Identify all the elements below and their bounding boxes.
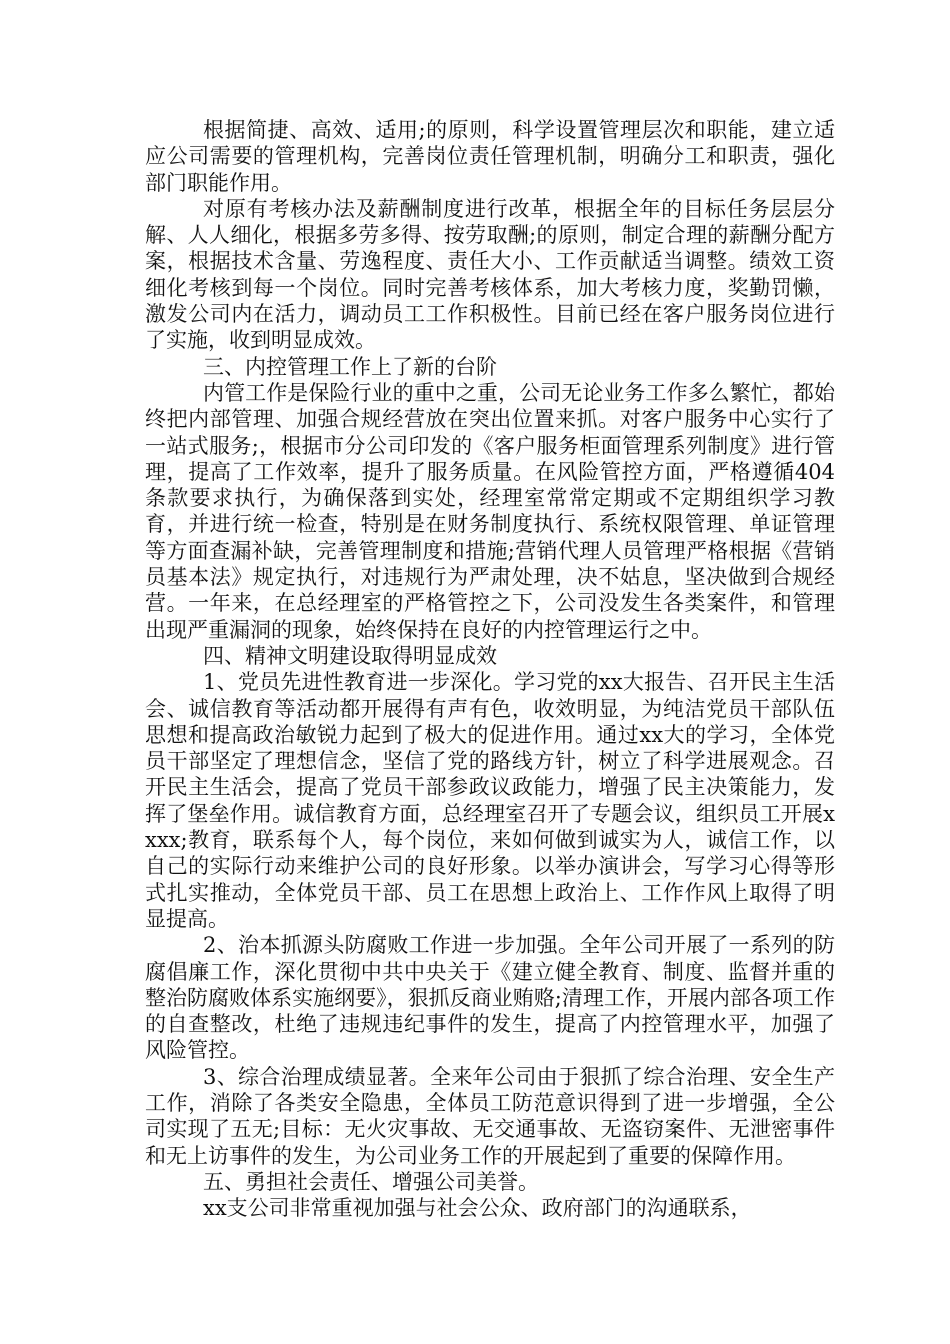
- section-heading-social-responsibility: 五、勇担社会责任、增强公司美誉。: [203, 1169, 539, 1194]
- document-body: [145, 117, 835, 1221]
- paragraph-public-relations: xx支公司非常重视加强与社会公众、政府部门的沟通联系，: [203, 1196, 752, 1221]
- section-heading-civilization: 四、精神文明建设取得明显成效: [203, 643, 497, 668]
- paragraph-anti-corruption: 2、治本抓源头防腐败工作进一步加强。全年公司开展了一系列的防腐倡廉工作，深化贯彻中共中央关于《建立健全教育、制度、监督并重的整治防腐败体系实施纲要》，狠抓反商业贿赂;清理工作，开展内部各项工作的自查整改，杜绝了违规违纪事件的发生，提高了内控管理水平，加强了风险管控。: [145, 933, 835, 1063]
- paragraph-comprehensive-governance: 3、综合治理成绩显著。全来年公司由于狠抓了综合治理、安全生产工作，消除了各类安全隐患，全体员工防范意识得到了进一步增强，全公司实现了五无;目标：无火灾事故、无交通事故、无盗窃案件、无泄密事件和无上访事件的发生，为公司业务工作的开展起到了重要的保障作用。: [145, 1064, 835, 1168]
- paragraph-salary-reform: 对原有考核办法及薪酬制度进行改革，根据全年的目标任务层层分解、人人细化，根据多劳多得、按劳取酬;的原则，制定合理的薪酬分配方案，根据技术含量、劳逸程度、责任大小、工作贡献适当调整。绩效工资细化考核到每一个岗位。同时完善考核体系，加大考核力度，奖勤罚懒，激发公司内在活力，调动员工工作积极性。目前已经在客户服务岗位进行了实施，收到明显成效。: [145, 196, 835, 353]
- paragraph-management-structure: 根据简捷、高效、适用;的原则，科学设置管理层次和职能，建立适应公司需要的管理机构，完善岗位责任管理机制，明确分工和职责，强化部门职能作用。: [145, 118, 835, 195]
- section-heading-internal-control: 三、内控管理工作上了新的台阶: [203, 354, 497, 379]
- paragraph-party-education: 1、党员先进性教育进一步深化。学习党的xx大报告、召开民主生活会、诚信教育等活动都开展得有声有色，收效明显，为纯洁党员干部队伍思想和提高政治敏锐力起到了极大的促进作用。通过xx大的学习，全体党员干部坚定了理想信念，坚信了党的路线方针，树立了科学进展观念。召开民主生活会，提高了党员干部参政议政能力，增强了民主决策能力，发挥了堡垒作用。诚信教育方面，总经理室召开了专题会议，组织员工开展xxxx;教育，联系每个人，每个岗位，来如何做到诚实为人，诚信工作，以自己的实际行动来维护公司的良好形象。以举办演讲会，写学习心得等形式扎实推动，全体党员干部、员工在思想上政治上、工作作风上取得了明显提高。: [145, 670, 835, 931]
- paragraph-internal-control: 内管工作是保险行业的重中之重，公司无论业务工作多么繁忙，都始终把内部管理、加强合规经营放在突出位置来抓。对客户服务中心实行了一站式服务;，根据市分公司印发的《客户服务柜面管理系列制度》进行管理，提高了工作效率，提升了服务质量。在风险管控方面，严格遵循404条款要求执行，为确保落到实处，经理室常常定期或不定期组织学习教育，并进行统一检查，特别是在财务制度执行、系统权限管理、单证管理等方面查漏补缺，完善管理制度和措施;营销代理人员管理严格根据《营销员基本法》规定执行，对违规行为严肃处理，决不姑息，坚决做到合规经营。一年来，在总经理室的严格管控之下，公司没发生各类案件，和管理出现严重漏洞的现象，始终保持在良好的内控管理运行之中。: [145, 380, 835, 642]
